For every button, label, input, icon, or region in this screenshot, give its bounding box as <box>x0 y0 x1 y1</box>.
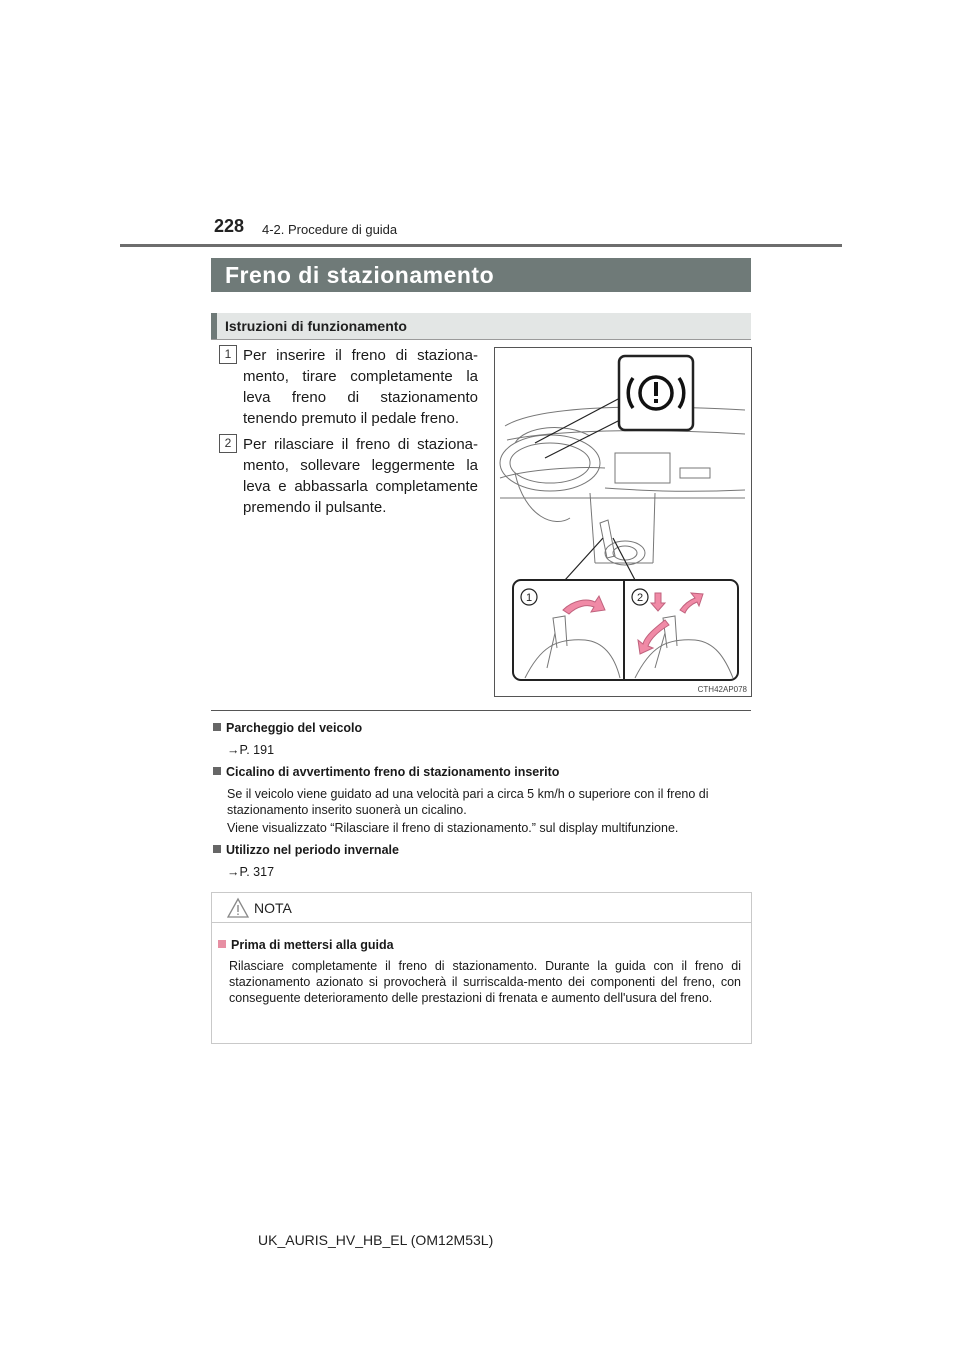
nota-heading <box>218 938 394 952</box>
bullet-square-icon <box>213 845 221 853</box>
page-title-bar <box>211 258 751 292</box>
brake-warning-icon <box>619 356 693 430</box>
section-heading <box>211 313 751 339</box>
note-body-2-line-2: stazionamento inserito suonerà un cicalino. <box>227 803 467 817</box>
note-heading-3 <box>213 843 399 857</box>
note-body-3: →P. 317 <box>227 865 275 879</box>
nota-label: NOTA <box>254 900 292 916</box>
step-text-1: Per inserire il freno di staziona-mento, tirare completamente la leva freno di stazionamento tenendo premuto il pedale freno. <box>243 347 478 427</box>
bullet-square-icon <box>213 767 221 775</box>
bullet-square-icon <box>218 940 226 948</box>
nota-text: Rilasciare completamente il freno di stazionamento. Durante la guida con il freno di stazionamento azionato si provocherà il surriscalda-mento dei componenti del freno, con conseguente deterioramento delle prestazioni di frenata e aumento dell'usura del freno. <box>229 959 741 1005</box>
note-heading-text-1: Parcheggio del veicolo <box>226 721 363 735</box>
nota-box <box>211 892 752 1044</box>
section-divider <box>211 339 751 340</box>
svg-text:1: 1 <box>525 592 533 604</box>
note-heading-2 <box>213 765 559 779</box>
section-heading-text: Istruzioni di funzionamento <box>225 318 407 334</box>
callout-2 <box>632 589 648 605</box>
note-body-2-line-3: Viene visualizzato “Rilasciare il freno di stazionamento.” sul display multifunzione. <box>227 821 679 835</box>
step-number-2: 2 <box>219 434 237 453</box>
note-body-1: →P. 191 <box>227 743 275 757</box>
breadcrumb: 4-2. Procedure di guida <box>262 222 398 237</box>
callout-1 <box>521 589 537 605</box>
illustration-code: CTH42AP078 <box>697 685 747 694</box>
note-heading-text-2: Cicalino di avvertimento freno di stazionamento inserito <box>226 765 560 779</box>
page-number: 228 <box>214 216 245 236</box>
note-heading-text-3: Utilizzo nel periodo invernale <box>226 843 399 857</box>
step-number-1: 1 <box>219 345 237 364</box>
caution-triangle-icon <box>226 897 250 919</box>
bullet-square-icon <box>213 723 221 731</box>
parking-brake-illustration <box>494 347 752 697</box>
nota-header <box>212 893 751 923</box>
svg-text:2: 2 <box>636 592 644 604</box>
nota-heading-text: Prima di mettersi alla guida <box>231 938 394 952</box>
page-title: Freno di stazionamento <box>225 262 495 288</box>
step-text-2: Per rilasciare il freno di staziona-mento, sollevare leggermente la leva e abbassarla completamente premendo il pulsante. <box>243 436 478 516</box>
header-divider <box>120 244 842 247</box>
illustration-drawing <box>495 348 751 696</box>
section-heading-bar <box>211 313 217 339</box>
note-heading-1 <box>213 721 362 735</box>
document-footer: UK_AURIS_HV_HB_EL (OM12M53L) <box>258 1232 494 1248</box>
note-body-2-line-1: Se il veicolo viene guidato ad una velocità pari a circa 5 km/h o superiore con il freno di <box>227 787 709 801</box>
notes-divider <box>211 710 751 711</box>
